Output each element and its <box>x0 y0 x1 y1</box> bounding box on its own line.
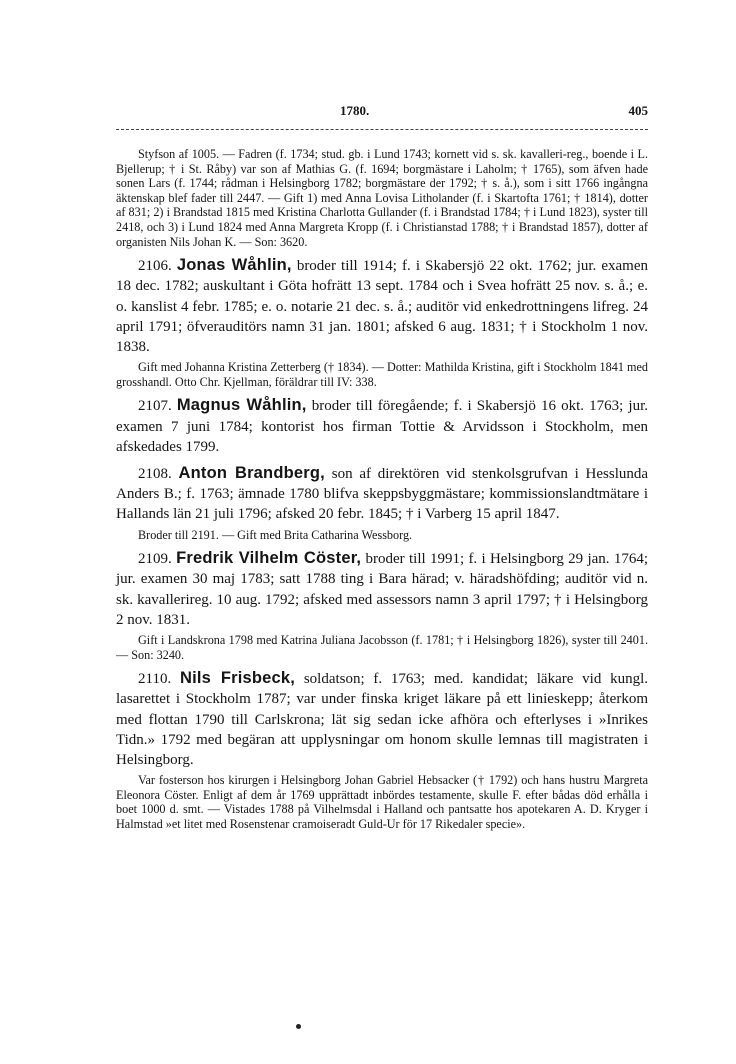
entry-name: Anton Brandberg, <box>178 463 325 482</box>
entry-body <box>116 548 648 630</box>
entry-text: soldatson; f. 1763; med. kandidat; läkare vid kungl. lasarettet i Stockholm 1787; var under finska kriget läkare på ett linieskepp; återkom med flottan 1790 till Carlskrona; lät sig sedan icke afhöra och efterlyses i »Inrikes Tidn.» 1792 med begäran att upplysningar om honom skulle lemnas till magistraten i Helsingborg. <box>116 671 648 768</box>
entry-note: Gift i Landskrona 1798 med Katrina Juliana Jacobsson (f. 1781; † i Helsingborg 1826), syster till 2401. — Son: 3240. <box>116 632 648 662</box>
entry-number: 2109. <box>138 551 172 568</box>
entry-text: son af direktören vid stenkolsgrufvan i Hesslunda Anders B.; f. 1763; ämnade 1780 blifva skeppsbyggmästare; kommissionslandtmätare i Hallands län 21 juli 1796; afsked 20 febr. 1845; † i Varberg 15 april 1847. <box>116 465 649 523</box>
entry-number: 2108. <box>138 465 172 482</box>
entry-name: Magnus Wåhlin, <box>176 396 307 415</box>
entry-2107 <box>116 395 648 457</box>
entry-body <box>116 395 648 457</box>
entry-note: Broder till 2191. — Gift med Brita Catharina Wessborg. <box>138 527 413 542</box>
entry-name: Jonas Wåhlin, <box>176 256 292 275</box>
header-year: 1780. <box>340 103 370 118</box>
entry-text: broder till 1991; f. i Helsingborg 29 jan. 1764; jur. examen 30 maj 1783; satt 1788 ting i Bara härad; v. häradshöfding; auditör vid n. sk. kavallerireg. 10 aug. 1792; afsked med assessors namn 3 april 1797; † i Helsingborg 2 nov. 1831. <box>116 551 649 628</box>
entry-2110 <box>116 668 648 831</box>
entry-body <box>116 255 648 357</box>
entry-name: Fredrik Vilhelm Cöster, <box>176 549 362 568</box>
entry-number: 2107. <box>138 398 172 415</box>
entry-2108 <box>116 463 648 542</box>
entry-note: Var fosterson hos kirurgen i Helsingborg Johan Gabriel Hebsacker († 1792) och hans hustru Margreta Eleonora Cöster. Enligt af dem år 1769 upprättadt inbördes testamente, skulle F. efter bådas död erhålla i boet 1000 d. smt. — Vistades 1788 på Vilhelmsdal i Halland och pantsatte hos apotekaren A. D. Kryger i Halmstad »et litet med Rosenstenar cramoiseradt Guld-Ur för 17 Rikedaler specie». <box>116 773 648 831</box>
entry-body <box>116 668 648 770</box>
entry-2106 <box>116 255 648 389</box>
page-number: 405 <box>628 103 648 118</box>
page-content <box>116 147 648 838</box>
entry-name: Nils Frisbeck, <box>179 669 296 688</box>
entry-2109 <box>116 548 648 662</box>
page-dot-mark <box>296 1024 301 1029</box>
entry-note: Gift med Johanna Kristina Zetterberg († 1834). — Dotter: Mathilda Kristina, gift i Stockholm 1841 med grosshandl. Otto Chr. Kjellman, föräldrar till IV: 338. <box>116 360 648 389</box>
entry-number: 2106. <box>138 258 172 275</box>
page-header <box>116 103 648 125</box>
entry-body <box>116 463 648 525</box>
header-rule <box>116 129 648 130</box>
entry-text: broder till 1914; f. i Skabersjö 22 okt. 1762; jur. examen 18 dec. 1782; auskultant i Göta hofrätt 13 sept. 1784 och i Svea hofrätt 25 nov. s. å.; e. o. kanslist 4 febr. 1785; e. o. notarie 21 dec. s. å.; auditör vid enkedrottningens lifreg. 24 april 1791; öfverauditörs namn 31 jan. 1801; afsked 6 aug. 1831; † i Stockholm 1 nov. 1838. <box>116 258 649 355</box>
entry-text: broder till föregående; f. i Skabersjö 16 okt. 1763; jur. examen 7 juni 1784; kontorist hos firman Tottie & Arvidsson i Stockholm, men afskedades 1799. <box>116 398 648 455</box>
intro-paragraph: Styfson af 1005. — Fadren (f. 1734; stud. gb. i Lund 1743; kornett vid s. sk. kavalleri-reg., boende i L. Bjellerup; † i St. Råby) var son af Mathias G. (f. 1694; borgmästare i Laholm; † 1765), som äfven hade sonen Lars (f. 1744; rådman i Helsingborg 1782; borgmästare der 1792; † s. å.), som i sitt 1766 ingångna äktenskap blef fader till 2447. — Gift 1) med Anna Lovisa Litholander (f. i Skartofta 1761; † 1814), dotter af 831; 2) i Brandstad 1815 med Kristina Charlotta Gullander (f. i Brandstad 1784; † i Lund 1823), syster till 2418, och 3) i Lund 1824 med Anna Margreta Kropp (f. i Christianstad 1788; † i Brandstad 1857), dotter af organisten Nils Johan K. — Son: 3620. <box>116 147 648 249</box>
entry-number: 2110. <box>138 671 172 688</box>
